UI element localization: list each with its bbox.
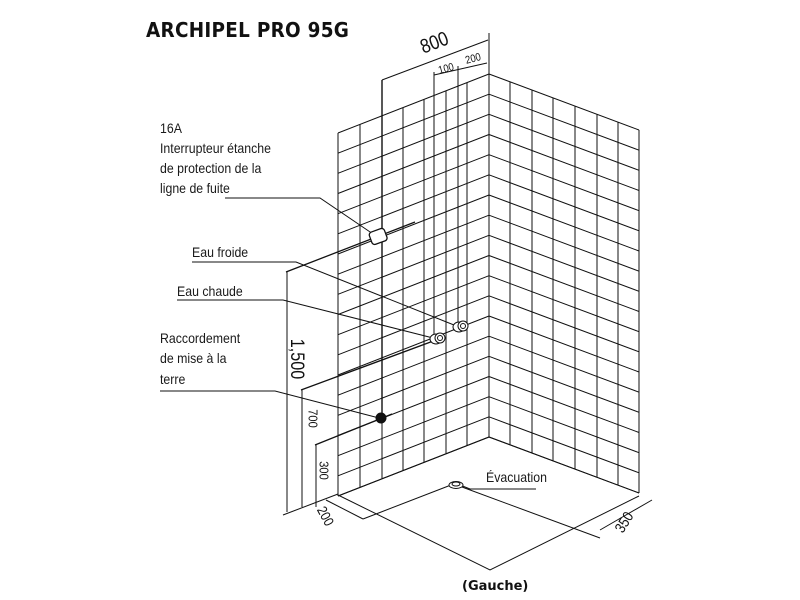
dim-800-text: 800 bbox=[417, 27, 452, 59]
dim-300-text: 300 bbox=[316, 461, 332, 480]
switch-label-line-1: 16A bbox=[160, 120, 182, 136]
drain-to-right bbox=[462, 487, 600, 538]
switch-label-line-2: Interrupteur étanche bbox=[160, 140, 271, 156]
ground-connection-icon bbox=[376, 413, 386, 423]
right-wall-tile-row bbox=[489, 175, 639, 231]
shower-tray-outline bbox=[338, 495, 639, 570]
right-wall-tile-row bbox=[489, 235, 639, 291]
switch-label-line-3: de protection de la bbox=[160, 160, 262, 176]
right-wall-tile-row bbox=[489, 276, 639, 332]
right-wall-tile-row bbox=[489, 74, 639, 130]
ground-leader bbox=[160, 391, 379, 418]
right-wall-tile-row bbox=[489, 215, 639, 271]
right-wall-tile-row bbox=[489, 195, 639, 251]
orientation-label: (Gauche) bbox=[462, 579, 529, 594]
right-wall-tile-row bbox=[489, 417, 639, 473]
dim-200-text: 200 bbox=[464, 51, 483, 67]
cold-water-label: Eau froide bbox=[192, 244, 249, 260]
dim-350-text: 350 bbox=[611, 508, 638, 537]
right-wall-tile-row bbox=[489, 114, 639, 170]
ground-label-line-1: Raccordement bbox=[160, 330, 241, 346]
ground-label-line-2: de mise à la bbox=[160, 350, 227, 366]
dim-200-floor-text: 200 bbox=[313, 503, 338, 529]
right-wall-tile-row bbox=[489, 397, 639, 453]
right-wall-tile-row bbox=[489, 155, 639, 211]
dim-700-text: 700 bbox=[305, 409, 321, 428]
right-wall-tile-row bbox=[489, 336, 639, 392]
hot-water-pipe-icon bbox=[430, 333, 445, 344]
dim-100-text: 100 bbox=[437, 61, 456, 77]
dim-1500-text: 1,500 bbox=[285, 338, 307, 380]
right-wall-tile-row bbox=[489, 94, 639, 150]
hot-water-label: Eau chaude bbox=[177, 283, 243, 299]
product-title: ARCHIPEL PRO 95G bbox=[146, 18, 350, 42]
right-wall-tile-row bbox=[489, 256, 639, 312]
cold-water-pipe-icon bbox=[453, 321, 468, 332]
right-wall-tile-row bbox=[489, 356, 639, 412]
right-wall-tile-row bbox=[489, 316, 639, 372]
drain-to-left bbox=[363, 485, 451, 519]
right-wall-tile-row bbox=[489, 296, 639, 352]
switch-leader bbox=[225, 198, 376, 236]
drain-icon bbox=[449, 482, 463, 489]
right-wall-tile-row bbox=[489, 377, 639, 433]
switch-label-line-4: ligne de fuite bbox=[160, 180, 230, 196]
switch-height-line bbox=[286, 222, 415, 272]
switch-icon bbox=[368, 228, 387, 246]
drain-label: Évacuation bbox=[486, 469, 547, 485]
ground-label-line-3: terre bbox=[160, 371, 186, 387]
right-wall-tile-row bbox=[489, 135, 639, 191]
